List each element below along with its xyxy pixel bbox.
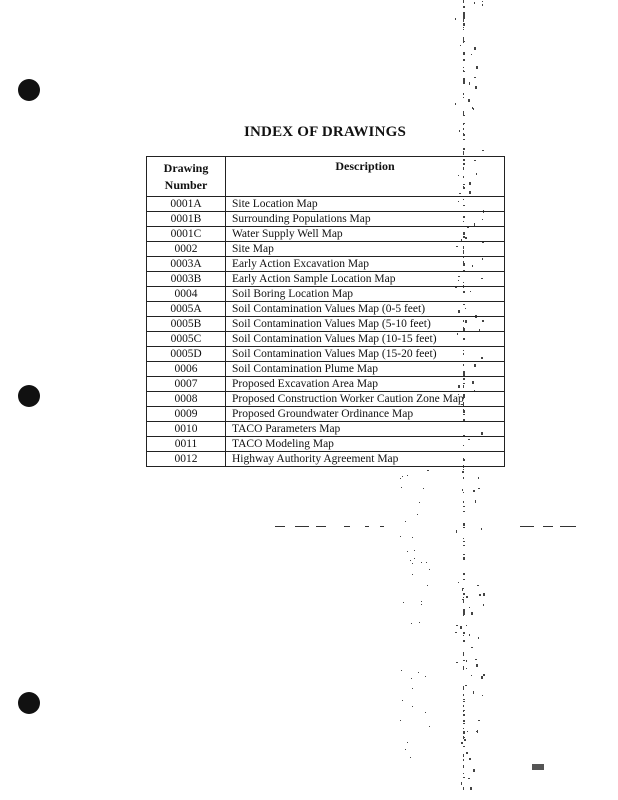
scan-speck (426, 562, 427, 563)
drawing-description-cell: Soil Contamination Plume Map (226, 362, 505, 377)
scan-dash (380, 526, 384, 527)
table-row (147, 227, 505, 242)
scan-speck (463, 527, 465, 528)
scan-speck (463, 59, 465, 61)
scan-speck (463, 545, 465, 546)
scan-speck (463, 71, 465, 72)
scan-speck (466, 660, 467, 662)
punch-hole (18, 692, 40, 714)
scan-speck (475, 659, 477, 660)
scan-speck (478, 720, 480, 721)
scan-speck (477, 585, 479, 586)
scan-speck (410, 560, 411, 561)
table-row (147, 407, 505, 422)
scan-speck (474, 47, 476, 50)
scan-speck (412, 574, 413, 575)
scan-speck (462, 471, 464, 473)
drawing-number-cell: 0006 (147, 362, 226, 377)
scan-speck (429, 569, 430, 570)
scan-speck (458, 582, 459, 583)
scan-speck (421, 601, 422, 602)
scan-speck (419, 622, 420, 623)
scan-speck (463, 477, 464, 479)
scan-speck (401, 487, 402, 488)
scan-speck (412, 563, 413, 564)
scan-speck (474, 2, 475, 4)
scan-speck (469, 634, 470, 636)
scan-speck (478, 637, 479, 639)
drawing-number-cell: 0005D (147, 347, 226, 362)
drawings-index-table (146, 156, 505, 467)
table-row (147, 302, 505, 317)
scan-speck (481, 528, 482, 530)
scan-speck (463, 511, 465, 512)
drawing-description-cell: Surrounding Populations Map (226, 212, 505, 227)
scan-speck (471, 612, 473, 615)
table-row (147, 362, 505, 377)
scan-speck (463, 632, 465, 634)
drawing-number-cell: 0001C (147, 227, 226, 242)
scan-speck (463, 688, 464, 690)
drawing-number-cell: 0008 (147, 392, 226, 407)
scan-speck (463, 737, 465, 738)
scan-speck (417, 514, 418, 515)
scan-speck (463, 588, 464, 589)
scan-speck (476, 664, 478, 667)
scan-speck (463, 52, 465, 55)
scan-speck (463, 635, 464, 636)
scan-speck (463, 787, 464, 790)
drawing-number-cell: 0005B (147, 317, 226, 332)
scan-speck (414, 558, 415, 559)
scan-speck (471, 647, 473, 648)
scan-speck (463, 538, 464, 539)
table-row (147, 257, 505, 272)
table-body (147, 197, 505, 467)
scan-speck (411, 623, 412, 624)
drawing-number-cell: 0001B (147, 212, 226, 227)
page-title: INDEX OF DRAWINGS (243, 124, 407, 140)
scan-speck (421, 604, 422, 605)
scan-speck (469, 758, 471, 760)
scan-speck (463, 0, 464, 3)
drawing-description-cell: Proposed Construction Worker Caution Zone Map (226, 392, 505, 407)
punch-hole (18, 385, 40, 407)
scan-speck (463, 660, 465, 661)
scan-speck (469, 607, 470, 608)
scan-speck (463, 699, 465, 700)
drawing-description-cell: Soil Boring Location Map (226, 287, 505, 302)
scan-speck (400, 536, 401, 537)
scan-speck (482, 150, 484, 151)
column-header-drawing-number: Drawing Number (147, 157, 226, 197)
scan-speck (460, 45, 461, 46)
scan-speck (463, 573, 465, 575)
scan-speck (401, 670, 402, 671)
scan-speck (407, 551, 408, 552)
scan-speck (463, 599, 464, 601)
table-row (147, 317, 505, 332)
scan-speck (476, 66, 478, 69)
drawing-number-cell: 0012 (147, 452, 226, 467)
scan-speck (463, 710, 464, 712)
scan-speck (462, 489, 463, 491)
scan-speck (418, 672, 419, 673)
scan-speck (463, 94, 464, 95)
scan-speck (419, 502, 420, 503)
drawing-number-cell: 0005A (147, 302, 226, 317)
scan-speck (464, 739, 466, 741)
scan-speck (473, 769, 475, 772)
scan-speck (400, 720, 401, 721)
scan-speck (463, 652, 464, 655)
scan-speck (467, 731, 468, 732)
scan-speck (462, 599, 463, 600)
table-row (147, 377, 505, 392)
drawing-number-cell: 0009 (147, 407, 226, 422)
scan-speck (463, 731, 465, 734)
scan-speck (466, 596, 468, 598)
scan-dash (275, 526, 285, 527)
table-row (147, 242, 505, 257)
scan-speck (428, 470, 429, 471)
scan-speck (482, 1, 483, 2)
scan-speck (473, 490, 475, 492)
scan-speck (407, 742, 408, 743)
column-header-description: Description (226, 157, 505, 197)
scan-speck (412, 688, 413, 689)
scan-speck (482, 695, 483, 696)
scan-speck (456, 530, 457, 533)
scan-speck (427, 585, 428, 586)
scan-dash (316, 526, 326, 527)
drawing-description-cell: Site Location Map (226, 197, 505, 212)
scan-speck (483, 604, 484, 606)
drawing-number-cell: 0004 (147, 287, 226, 302)
drawing-description-cell: Soil Contamination Values Map (0-5 feet) (226, 302, 505, 317)
scan-speck (412, 537, 413, 538)
scan-speck (407, 475, 408, 476)
scan-speck (463, 97, 464, 98)
scan-speck (460, 626, 462, 629)
drawing-number-cell: 0005C (147, 332, 226, 347)
scan-speck (463, 29, 464, 30)
drawing-number-cell: 0002 (147, 242, 226, 257)
drawing-description-cell: Highway Authority Agreement Map (226, 452, 505, 467)
drawing-number-cell: 0001A (147, 197, 226, 212)
scan-speck (463, 640, 465, 642)
scan-speck (463, 154, 464, 155)
scan-speck (481, 676, 483, 679)
scan-speck (463, 27, 464, 28)
drawing-description-cell: Early Action Excavation Map (226, 257, 505, 272)
scan-speck (421, 562, 422, 563)
table-row (147, 422, 505, 437)
scan-speck (478, 477, 479, 479)
scan-speck (468, 99, 470, 102)
scan-speck (463, 705, 464, 707)
scan-speck (463, 541, 465, 542)
table-row (147, 452, 505, 467)
scan-speck (463, 469, 464, 470)
table-row (147, 437, 505, 452)
drawing-number-cell: 0007 (147, 377, 226, 392)
drawing-description-cell: TACO Parameters Map (226, 422, 505, 437)
scan-speck (463, 746, 465, 747)
drawing-description-cell: Proposed Groundwater Ordinance Map (226, 407, 505, 422)
drawing-description-cell: Early Action Sample Location Map (226, 272, 505, 287)
table-row (147, 332, 505, 347)
scan-speck (463, 701, 465, 702)
scan-speck (400, 478, 401, 479)
drawing-description-cell: Site Map (226, 242, 505, 257)
scan-speck (456, 625, 458, 626)
scan-speck (463, 12, 465, 13)
scan-speck (463, 765, 464, 768)
scan-speck (463, 554, 465, 555)
scan-speck (463, 492, 464, 493)
drawing-description-cell: TACO Modeling Map (226, 437, 505, 452)
scan-speck (466, 668, 467, 669)
scan-speck (412, 706, 413, 707)
drawing-number-cell: 0010 (147, 422, 226, 437)
scan-speck (470, 787, 472, 790)
scan-stamp (532, 764, 544, 770)
scan-speck (463, 18, 465, 19)
scan-speck (423, 488, 424, 489)
scan-dash (543, 526, 553, 527)
scan-speck (461, 782, 462, 785)
scan-speck (475, 86, 477, 89)
scan-speck (463, 601, 464, 603)
table-row (147, 392, 505, 407)
scan-speck (463, 523, 465, 526)
scan-speck (461, 742, 463, 744)
scan-speck (463, 115, 465, 116)
scan-speck (463, 720, 465, 722)
scan-speck (414, 550, 415, 551)
scan-speck (473, 108, 474, 110)
scan-speck (463, 728, 464, 729)
scan-dash (295, 526, 309, 527)
scan-speck (463, 41, 465, 42)
scan-speck (410, 757, 411, 758)
scan-speck (463, 557, 465, 560)
scan-speck (402, 700, 403, 701)
scan-speck (463, 23, 465, 26)
scan-speck (471, 54, 472, 55)
scan-speck (466, 625, 467, 626)
drawing-number-cell: 0003A (147, 257, 226, 272)
scan-speck (455, 18, 456, 20)
scan-dash (520, 526, 534, 527)
scan-speck (456, 662, 458, 663)
scan-speck (405, 749, 406, 750)
scan-speck (463, 579, 465, 580)
table-row (147, 212, 505, 227)
table-row (147, 347, 505, 362)
scan-speck (425, 712, 426, 713)
scan-speck (465, 685, 467, 686)
scan-speck (463, 714, 465, 716)
scan-speck (463, 667, 464, 670)
scan-speck (478, 488, 480, 489)
scan-speck (463, 506, 465, 507)
table-row (147, 197, 505, 212)
scan-speck (463, 6, 465, 8)
scan-speck (463, 151, 464, 154)
scan-speck (463, 148, 465, 150)
scan-speck (471, 675, 472, 676)
table-row (147, 287, 505, 302)
scan-speck (472, 107, 473, 109)
drawing-number-cell: 0011 (147, 437, 226, 452)
scan-speck (463, 773, 464, 774)
scan-speck (463, 723, 465, 724)
scan-speck (463, 19, 464, 22)
scan-speck (429, 726, 430, 727)
scan-speck (473, 691, 474, 694)
scan-dash (365, 526, 369, 527)
scan-speck (463, 67, 464, 68)
scan-speck (463, 597, 464, 598)
scan-speck (466, 752, 468, 754)
scan-speck (455, 103, 456, 105)
scan-speck (463, 501, 464, 503)
drawing-number-cell: 0003B (147, 272, 226, 287)
scan-speck (463, 111, 464, 113)
scan-speck (463, 754, 464, 757)
scan-dash (560, 526, 576, 527)
scan-speck (403, 602, 404, 603)
scan-speck (463, 81, 465, 84)
scan-speck (463, 15, 464, 16)
scan-speck (475, 500, 476, 503)
scan-speck (469, 82, 470, 85)
drawing-description-cell: Soil Contamination Values Map (15-20 feet) (226, 347, 505, 362)
scan-speck (482, 4, 483, 6)
scan-speck (468, 778, 470, 779)
scan-dash (344, 526, 350, 527)
scan-speck (463, 759, 464, 761)
scan-speck (463, 593, 465, 595)
scan-speck (477, 730, 478, 733)
punch-hole (18, 79, 40, 101)
scan-speck (405, 521, 406, 522)
scan-speck (474, 77, 476, 78)
drawing-description-cell: Proposed Excavation Area Map (226, 377, 505, 392)
scan-speck (479, 594, 481, 596)
scan-speck (455, 632, 457, 633)
scan-speck (402, 476, 403, 477)
table-header-row (147, 157, 505, 197)
drawing-description-cell: Soil Contamination Values Map (10-15 feet) (226, 332, 505, 347)
scan-speck (463, 613, 464, 616)
table-row (147, 272, 505, 287)
drawing-description-cell: Water Supply Well Map (226, 227, 505, 242)
drawing-description-cell: Soil Contamination Values Map (5-10 feet) (226, 317, 505, 332)
scan-speck (463, 694, 464, 696)
scan-speck (411, 678, 412, 679)
scan-speck (483, 593, 485, 596)
scan-speck (463, 777, 465, 778)
scan-speck (425, 676, 426, 677)
